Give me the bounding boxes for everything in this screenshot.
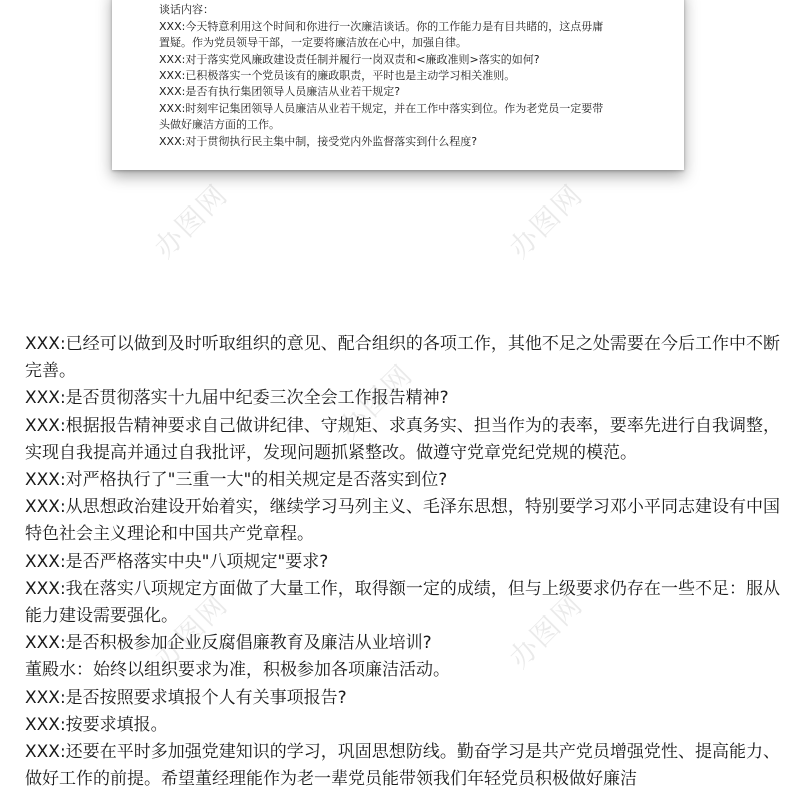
preview-line: 谈话内容： (159, 3, 214, 17)
preview-line: XXX:是否有执行集团领导人员廉洁从业若干规定? (159, 85, 401, 99)
paragraph: XXX:是否严格落实中央"八项规定"要求? (25, 551, 329, 572)
preview-line: 头做好廉洁方面的工作。 (159, 118, 280, 132)
watermark: 办图网 (332, 357, 420, 445)
paragraph: XXX:从思想政治建设开始着实，继续学习马列主义、毛泽东思想，特别要学习邓小平同志建设有中国特色社会主义理论和中国共产党章程。 (25, 497, 780, 545)
paragraph: XXX:是否积极参加企业反腐倡廉教育及廉洁从业培训? (25, 633, 432, 654)
preview-line: XXX:已积极落实一个党员该有的廉政职责，平时也是主动学习相关准则。 (159, 69, 516, 83)
watermark: 办图网 (147, 587, 235, 675)
paragraph: XXX:我在落实八项规定方面做了大量工作，取得额一定的成绩，但与上级要求仍存在一些不足：服从能力建设需要强化。 (25, 578, 780, 627)
preview-line: XXX:时刻牢记集团领导人员廉洁从业若干规定，并在工作中落实到位。作为老党员一定要带 (159, 101, 604, 115)
paragraph: XXX:对严格执行了"三重一大"的相关规定是否落实到位? (25, 470, 448, 491)
paragraph: XXX:是否贯彻落实十九届中纪委三次全会工作报告精神? (25, 388, 449, 409)
preview-text (159, 0, 659, 150)
preview-line: 置疑。作为党员领导干部，一定要将廉洁放在心中，加强自律。 (159, 36, 467, 50)
watermark: 办图网 (147, 177, 235, 265)
paragraph: XXX:根据报告精神要求自己做讲纪律、守规矩、求真务实、担当作为的表率，要率先进行自我调整，实现自我提高并通过自我批评，发现问题抓紧整改。做遵守党章党纪党规的模范。 (25, 415, 780, 463)
watermark: 办图网 (502, 587, 590, 675)
document-preview-card (112, 0, 684, 170)
paragraph: 董殿水：始终以组织要求为准，积极参加各项廉洁活动。 (25, 660, 450, 681)
document-body (25, 331, 780, 793)
paragraph: XXX:还要在平时多加强党建知识的学习，巩固思想防线。勤奋学习是共产党员增强党性、提高能力、做好工作的前提。希望董经理能作为老一辈党员能带领我们年轻党员积极做好廉洁 (25, 742, 780, 790)
paragraph: XXX:已经可以做到及时听取组织的意见、配合组织的各项工作，其他不足之处需要在今后工作中不断完善。 (25, 334, 780, 382)
preview-line: XXX:对于落实党风廉政建设责任制并履行一岗双责和<廉政准则>落实的如何? (159, 52, 540, 66)
paragraph: XXX:是否按照要求填报个人有关事项报告? (25, 687, 347, 708)
preview-line: XXX:对于贯彻执行民主集中制，接受党内外监督落实到什么程度? (159, 134, 478, 148)
paragraph: XXX:按要求填报。 (25, 714, 168, 735)
watermark: 办图网 (502, 177, 590, 265)
preview-line: XXX:今天特意利用这个时间和你进行一次廉洁谈话。你的工作能力是有目共睹的，这点毋庸 (159, 19, 604, 33)
